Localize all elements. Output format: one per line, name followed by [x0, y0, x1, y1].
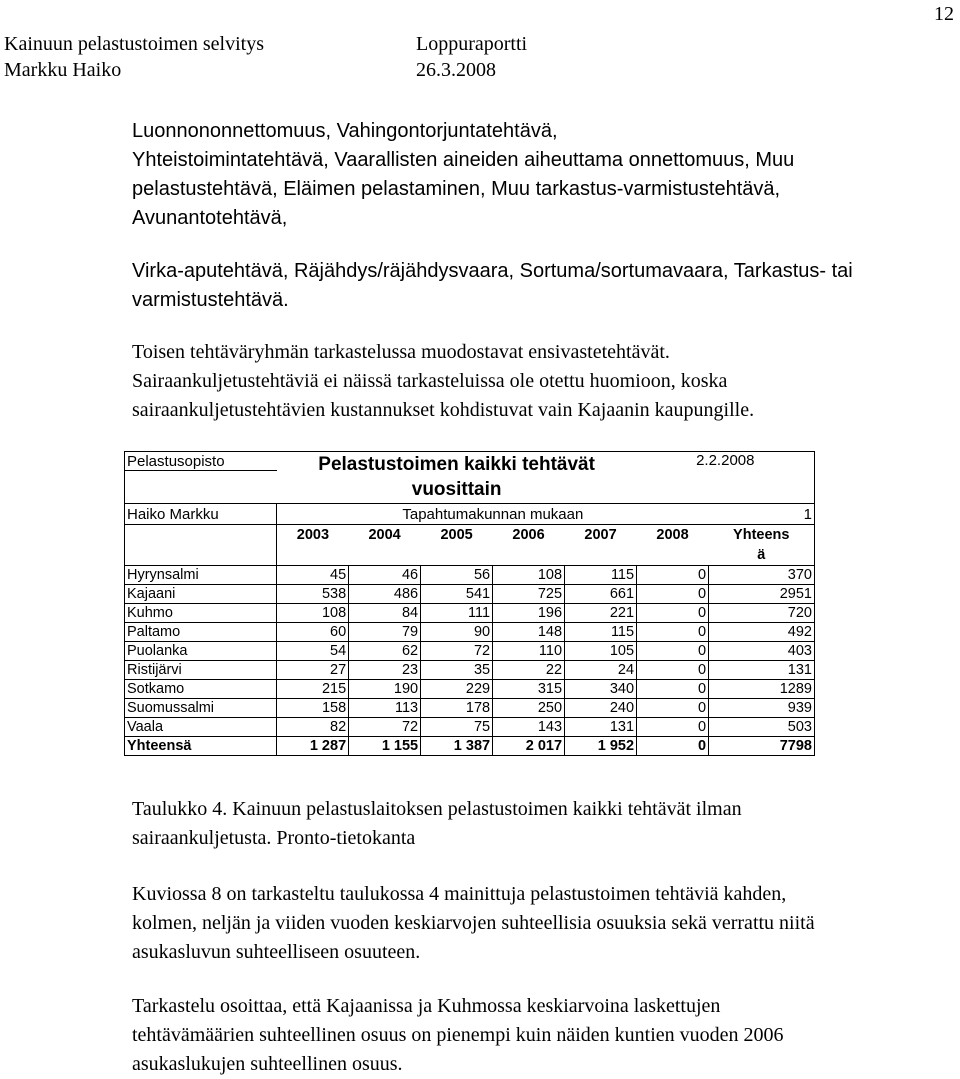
text-line: Sairaankuljetustehtäviä ei näissä tarkasteluissa ole otettu huomioon, koska: [132, 370, 728, 392]
cell: 541: [421, 585, 493, 604]
header-doc: Loppuraportti: [416, 33, 528, 55]
text-line: asukaslukujen suhteellinen osuus.: [132, 1053, 403, 1075]
row-label: Yhteensä: [125, 737, 277, 756]
row-label: Kuhmo: [125, 604, 277, 623]
row-label: Sotkamo: [125, 680, 277, 699]
cell: 24: [565, 661, 637, 680]
cell: 148: [493, 623, 565, 642]
row-label: Ristijärvi: [125, 661, 277, 680]
page-number: 12: [934, 3, 954, 25]
cell: 1 287: [277, 737, 349, 756]
table-total-row: [125, 737, 815, 756]
table-row: [125, 661, 815, 680]
row-label: Kajaani: [125, 585, 277, 604]
table-row: [125, 642, 815, 661]
cell: 72: [349, 718, 421, 737]
table-title: [277, 452, 637, 504]
cell: 0: [637, 718, 709, 737]
cell: 105: [565, 642, 637, 661]
cell: 1 387: [421, 737, 493, 756]
table-row: [125, 680, 815, 699]
text-line: Luonnononnettomuus, Vahingontorjuntatehtävä,: [132, 120, 558, 142]
header-org: Kainuun pelastustoimen selvitys: [4, 33, 264, 55]
cell: 0: [637, 699, 709, 718]
cell: 90: [421, 623, 493, 642]
cell-total: 131: [709, 661, 815, 680]
table-source: Pelastusopisto: [125, 452, 277, 471]
cell: 22: [493, 661, 565, 680]
cell: 111: [421, 604, 493, 623]
cell: 79: [349, 623, 421, 642]
text-line: Avunantotehtävä,: [132, 207, 288, 229]
text-line: sairaankuljetustehtävien kustannukset kohdistuvat vain Kajaanin kaupungille.: [132, 399, 755, 421]
cell-total: 503: [709, 718, 815, 737]
row-label: Paltamo: [125, 623, 277, 642]
cell: 35: [421, 661, 493, 680]
column-header: 2004: [368, 526, 401, 543]
text-line: pelastustehtävä, Eläimen pelastaminen, Muu tarkastus-varmistustehtävä,: [132, 178, 781, 200]
cell-total: 939: [709, 699, 815, 718]
cell: 62: [349, 642, 421, 661]
row-label: Vaala: [125, 718, 277, 737]
cell: 240: [565, 699, 637, 718]
cell: 1 952: [565, 737, 637, 756]
row-label: Suomussalmi: [125, 699, 277, 718]
column-header-line: Yhteens: [733, 527, 790, 543]
text-line: asukasluvun suhteelliseen osuuteen.: [132, 941, 421, 963]
column-header: 2007: [584, 526, 617, 543]
paragraph-task-list-2: [132, 257, 932, 315]
cell: 72: [421, 642, 493, 661]
text-line: Kuviossa 8 on tarkasteltu taulukossa 4 mainittuja pelastustoimen tehtäviä kahden,: [132, 883, 787, 905]
cell: 108: [277, 604, 349, 623]
cell: 75: [421, 718, 493, 737]
cell: 250: [493, 699, 565, 718]
tasks-by-year-table: [124, 451, 815, 756]
cell: 178: [421, 699, 493, 718]
cell: 0: [637, 585, 709, 604]
cell: 1 155: [349, 737, 421, 756]
table-row: [125, 699, 815, 718]
cell: 196: [493, 604, 565, 623]
cell-total: 492: [709, 623, 815, 642]
cell: 538: [277, 585, 349, 604]
table-page: 1: [709, 504, 815, 525]
column-header-line: ä: [757, 547, 766, 563]
paragraph-task-list-1: [132, 117, 932, 233]
column-header: 2008: [656, 526, 689, 543]
text-line: Tarkastelu osoittaa, että Kajaanissa ja Kuhmossa keskiarvoina laskettujen: [132, 995, 721, 1017]
empty-cell: [125, 471, 277, 504]
table-author: Haiko Markku: [125, 504, 277, 525]
cell: 315: [493, 680, 565, 699]
row-label: Hyrynsalmi: [125, 566, 277, 585]
cell-total: 7798: [709, 737, 815, 756]
text-line: Virka-aputehtävä, Räjähdys/räjähdysvaara, Sortuma/sortumavaara, Tarkastus- tai: [132, 260, 853, 282]
text-line: sairaankuljetusta. Pronto-tietokanta: [132, 827, 416, 849]
text-line: Taulukko 4. Kainuun pelastuslaitoksen pelastustoimen kaikki tehtävät ilman: [132, 798, 742, 820]
cell: 0: [637, 623, 709, 642]
cell: 110: [493, 642, 565, 661]
column-header-total: [709, 525, 815, 566]
table-subtitle: Tapahtumakunnan mukaan: [277, 504, 709, 525]
cell: 661: [565, 585, 637, 604]
cell: 725: [493, 585, 565, 604]
paragraph-second-group: [132, 338, 932, 425]
cell: 2 017: [493, 737, 565, 756]
cell: 229: [421, 680, 493, 699]
column-header: 2006: [512, 526, 545, 543]
cell: 46: [349, 566, 421, 585]
table-date: 2.2.2008: [637, 452, 815, 471]
cell: 45: [277, 566, 349, 585]
table-row: [125, 566, 815, 585]
row-label: Puolanka: [125, 642, 277, 661]
cell: 190: [349, 680, 421, 699]
cell-total: 403: [709, 642, 815, 661]
cell: 0: [637, 661, 709, 680]
cell: 115: [565, 623, 637, 642]
cell: 131: [565, 718, 637, 737]
table-title-line: Pelastustoimen kaikki tehtävät: [318, 454, 595, 475]
cell: 215: [277, 680, 349, 699]
text-line: tehtävämäärien suhteellinen osuus on pienempi kuin näiden kuntien vuoden 2006: [132, 1024, 784, 1046]
cell: 113: [349, 699, 421, 718]
cell: 340: [565, 680, 637, 699]
cell: 84: [349, 604, 421, 623]
cell-total: 720: [709, 604, 815, 623]
paragraph-figure-8: [132, 880, 932, 967]
column-header: 2005: [440, 526, 473, 543]
cell: 54: [277, 642, 349, 661]
cell: 0: [637, 566, 709, 585]
table-row: [125, 623, 815, 642]
cell: 0: [637, 642, 709, 661]
empty-cell: [125, 525, 277, 566]
cell: 0: [637, 680, 709, 699]
empty-cell: [277, 545, 709, 566]
text-line: Toisen tehtäväryhmän tarkastelussa muodostavat ensivastetehtävät.: [132, 341, 670, 363]
table-caption: [132, 795, 932, 853]
cell-total: 2951: [709, 585, 815, 604]
cell: 0: [637, 737, 709, 756]
cell: 0: [637, 604, 709, 623]
text-line: Yhteistoimintatehtävä, Vaarallisten aineiden aiheuttama onnettomuus, Muu: [132, 149, 795, 171]
cell: 158: [277, 699, 349, 718]
text-line: kolmen, neljän ja viiden vuoden keskiarvojen suhteellisia osuuksia sekä verrattu niitä: [132, 912, 815, 934]
table-row: [125, 585, 815, 604]
table-title-line: vuosittain: [411, 479, 502, 500]
table-row: [125, 604, 815, 623]
cell: 486: [349, 585, 421, 604]
cell: 56: [421, 566, 493, 585]
table-row: [125, 718, 815, 737]
cell: 115: [565, 566, 637, 585]
empty-cell: [637, 471, 815, 504]
text-line: varmistustehtävä.: [132, 289, 289, 311]
cell: 82: [277, 718, 349, 737]
column-header: 2003: [296, 526, 330, 543]
cell: 108: [493, 566, 565, 585]
cell: 60: [277, 623, 349, 642]
cell-total: 370: [709, 566, 815, 585]
cell: 27: [277, 661, 349, 680]
cell: 221: [565, 604, 637, 623]
cell-total: 1289: [709, 680, 815, 699]
cell: 23: [349, 661, 421, 680]
cell: 143: [493, 718, 565, 737]
header-author: Markku Haiko: [4, 59, 122, 81]
paragraph-conclusion: [132, 992, 932, 1079]
header-date: 26.3.2008: [416, 59, 496, 81]
